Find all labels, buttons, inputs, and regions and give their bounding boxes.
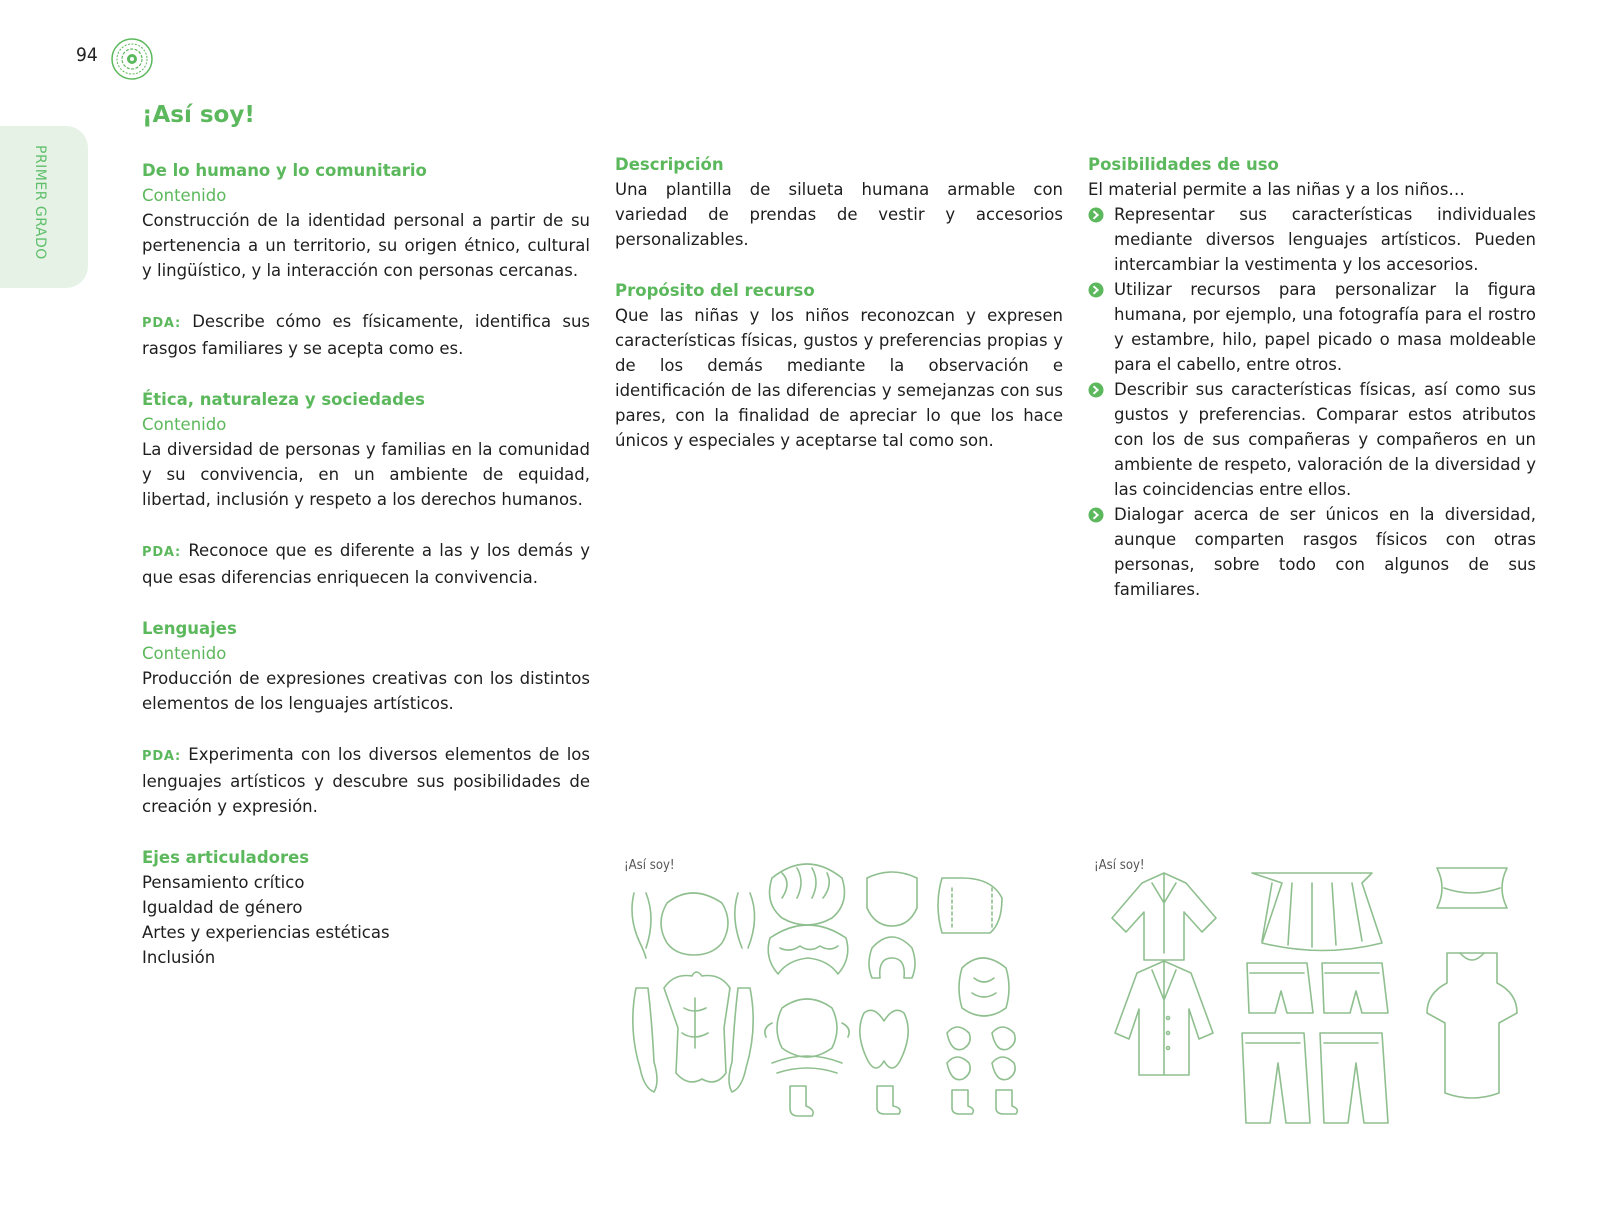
pda-label: PDA: [142, 316, 182, 331]
section-ejes [142, 845, 590, 970]
list-item [1088, 502, 1536, 602]
proposito-heading: Propósito del recurso [615, 281, 815, 300]
list-item-text: Utilizar recursos para personalizar la figura humana, por ejemplo, una fotografía para el rostro y estambre, hilo, papel picado o masa moldeable para el cabello, entre otros. [1114, 280, 1536, 374]
proposito-text: Que las niñas y los niños reconozcan y expresen características físicas, gustos y preferencias propias y de los demás mediante la observación e identificación de las diferencias y semejanzas con sus pares, con la finalidad de apreciar lo que los hace únicos y especiales y aceptarse tal como son. [615, 306, 1063, 450]
chevron-bullet-icon [1088, 507, 1104, 523]
chevron-bullet-icon [1088, 382, 1104, 398]
descripcion-text: Una plantilla de silueta humana armable con variedad de prendas de vestir y accesorios personalizables. [615, 180, 1063, 249]
list-item: Igualdad de género [142, 898, 303, 917]
sheet-title: ¡Así soy! [624, 858, 675, 873]
side-tab-label: PRIMER GRADO [32, 145, 48, 260]
right-column [1088, 152, 1536, 602]
page-number: 94 [76, 44, 98, 66]
pda-paragraph [142, 538, 590, 590]
list-item [1088, 202, 1536, 277]
pda-paragraph [142, 309, 590, 361]
ejes-list [142, 870, 590, 970]
list-item-text: Dialogar acerca de ser únicos en la diversidad, aunque comparten rasgos físicos con otras personas, sobre todo con algunos de sus familiares. [1114, 505, 1536, 599]
contenido-text: Producción de expresiones creativas con los distintos elementos de los lenguajes artísticos. [142, 669, 590, 713]
contenido-label: Contenido [142, 186, 227, 205]
section-lenguajes [142, 616, 590, 819]
list-item: Inclusión [142, 948, 216, 967]
descripcion-heading: Descripción [615, 155, 724, 174]
section-humano [142, 158, 590, 361]
rosette-icon [111, 38, 153, 80]
body-template-illustration [622, 858, 1062, 1138]
contenido-label: Contenido [142, 415, 227, 434]
sheet-title: ¡Así soy! [1094, 858, 1145, 873]
chevron-bullet-icon [1088, 282, 1104, 298]
list-item [1088, 377, 1536, 502]
section-etica [142, 387, 590, 590]
section-heading: Lenguajes [142, 619, 237, 638]
pda-text: Reconoce que es diferente a las y los demás y que esas diferencias enriquecen la convivencia. [142, 541, 590, 587]
posibilidades-intro: El material permite a las niñas y a los niños… [1088, 180, 1465, 199]
body-parts-drawing [622, 858, 1062, 1138]
list-item-text: Describir sus características físicas, así como sus gustos y preferencias. Comparar estos atributos con los de sus compañeras y compañeros en un ambiente de respeto, valoración de la diversidad y las coincidencias entre ellos. [1114, 380, 1536, 499]
pda-text: Describe cómo es físicamente, identifica sus rasgos familiares y se acepta como es. [142, 312, 590, 358]
contenido-label: Contenido [142, 644, 227, 663]
section-heading: De lo humano y lo comunitario [142, 161, 427, 180]
uses-list [1088, 202, 1536, 602]
contenido-text: La diversidad de personas y familias en la comunidad y su convivencia, en un ambiente de equidad, libertad, inclusión y respeto a los derechos humanos. [142, 440, 590, 509]
middle-column [615, 152, 1063, 453]
list-item [1088, 277, 1536, 377]
page-title: ¡Así soy! [142, 102, 255, 128]
pda-paragraph [142, 742, 590, 819]
list-item: Artes y experiencias estéticas [142, 923, 390, 942]
section-heading: Ejes articuladores [142, 848, 310, 867]
clothing-drawing [1092, 858, 1532, 1138]
pda-text: Experimenta con los diversos elementos de los lenguajes artísticos y descubre sus posibilidades de creación y expresión. [142, 745, 590, 816]
posibilidades-heading: Posibilidades de uso [1088, 155, 1279, 174]
clothing-template-illustration [1092, 858, 1532, 1138]
pda-label: PDA: [142, 545, 182, 560]
list-item: Pensamiento crítico [142, 873, 305, 892]
contenido-text: Construcción de la identidad personal a partir de su pertenencia a un territorio, su origen étnico, cultural y lingüístico, y la interacción con personas cercanas. [142, 211, 590, 280]
list-item-text: Representar sus características individuales mediante diversos lenguajes artísticos. Pueden intercambiar la vestimenta y los accesorios. [1114, 205, 1536, 274]
section-heading: Ética, naturaleza y sociedades [142, 390, 425, 409]
chevron-bullet-icon [1088, 207, 1104, 223]
pda-label: PDA: [142, 749, 182, 764]
left-column [142, 158, 590, 970]
